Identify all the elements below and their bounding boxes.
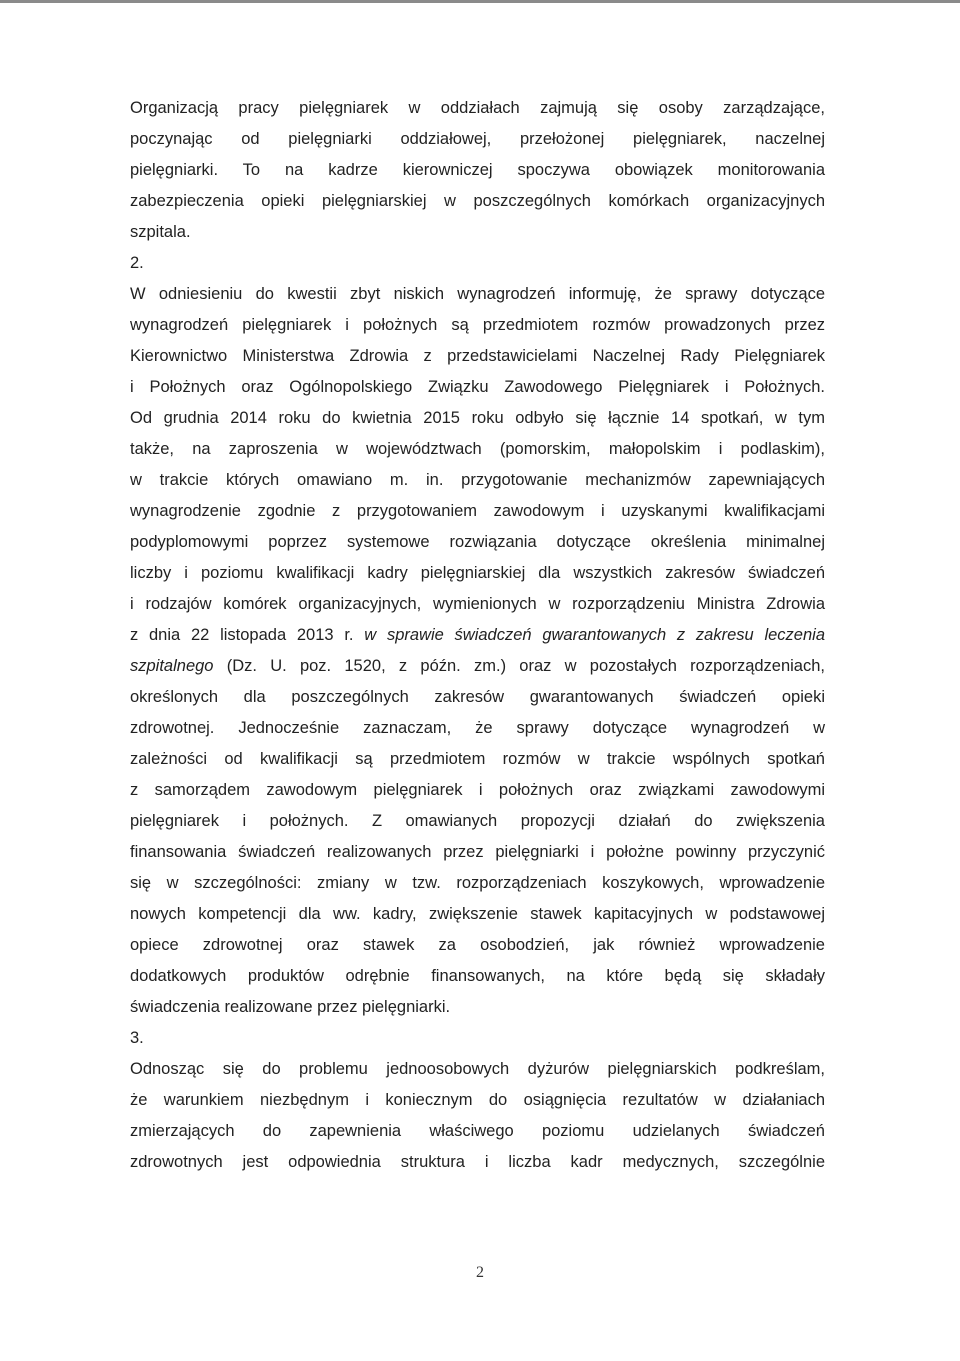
page-number: 2 [476,1264,484,1281]
text-line: także, na zaproszenia w województwach (pomorskim, małopolskim i podlaskim), [130,440,825,458]
top-border-line [0,0,960,3]
text-line-mixed [130,651,825,682]
text-line: Organizacją pracy pielęgniarek w oddziałach zajmują się osoby zarządzające, [130,99,825,117]
text-line: zabezpieczenia opieki pielęgniarskiej w poszczególnych komórkach organizacyjnych [130,192,825,210]
text-run: (Dz. U. poz. 1520, z późn. zm.) oraz w pozostałych rozporządzeniach, [213,657,825,675]
text-line: i Położnych oraz Ogólnopolskiego Związku Zawodowego Pielęgniarek i Położnych. [130,378,825,396]
paragraph-3 [130,1054,825,1178]
text-line: określonych dla poszczególnych zakresów gwarantowanych świadczeń opieki [130,688,825,706]
text-line: zmierzających do zapewnienia właściwego poziomu udzielanych świadczeń [130,1122,825,1140]
text-line: z samorządem zawodowym pielęgniarek i położnych oraz związkami zawodowymi [130,781,825,799]
text-line: liczby i poziomu kwalifikacji kadry pielęgniarskiej dla wszystkich zakresów świadczeń [130,564,825,582]
regulation-title-italic: w sprawie świadczeń gwarantowanych z zakresu leczenia [364,626,825,644]
document-body [130,93,825,1178]
paragraph-2 [130,279,825,1023]
text-line: Odnosząc się do problemu jednoosobowych dyżurów pielęgniarskich podkreślam, [130,1060,825,1078]
text-line-mixed [130,620,825,651]
text-line: w trakcie których omawiano m. in. przygotowanie mechanizmów zapewniających [130,471,825,489]
text-line: wynagrodzenie zgodnie z przygotowaniem zawodowym i uzyskanymi kwalifikacjami [130,502,825,520]
text-line: zdrowotnej. Jednocześnie zaznaczam, że sprawy dotyczące wynagrodzeń w [130,719,825,737]
text-line: pielęgniarki. To na kadrze kierowniczej spoczywa obowiązek monitorowania [130,161,825,179]
text-line: W odniesieniu do kwestii zbyt niskich wynagrodzeń informuję, że sprawy dotyczące [130,285,825,303]
text-run: z dnia 22 listopada 2013 r. [130,626,365,644]
paragraph-1 [130,93,825,248]
text-line: że warunkiem niezbędnym i koniecznym do osiągnięcia rezultatów w działaniach [130,1091,825,1109]
text-line: opiece zdrowotnej oraz stawek za osobodzień, jak również wprowadzenie [130,936,825,954]
text-line: świadczenia realizowane przez pielęgniarki. [130,998,451,1016]
text-line: Kierownictwo Ministerstwa Zdrowia z przedstawicielami Naczelnej Rady Pielęgniarek [130,347,825,365]
text-line: finansowania świadczeń realizowanych przez pielęgniarki i położne powinny przyczynić [130,843,825,861]
section-number-3: 3. [130,1029,144,1047]
text-line: podyplomowymi poprzez systemowe rozwiązania dotyczące określenia minimalnej [130,533,825,551]
section-number-2: 2. [130,254,144,272]
text-line: szpitala. [130,223,191,241]
text-line: zależności od kwalifikacji są przedmiotem rozmów w trakcie wspólnych spotkań [130,750,825,768]
text-line: i rodzajów komórek organizacyjnych, wymienionych w rozporządzeniu Ministra Zdrowia [130,595,825,613]
text-line: Od grudnia 2014 roku do kwietnia 2015 roku odbyło się łącznie 14 spotkań, w tym [130,409,825,427]
text-line: pielęgniarek i położnych. Z omawianych propozycji działań do zwiększenia [130,812,825,830]
text-line: nowych kompetencji dla ww. kadry, zwiększenie stawek kapitacyjnych w podstawowej [130,905,825,923]
text-line: dodatkowych produktów odrębnie finansowanych, na które będą się składały [130,967,825,985]
text-line: się w szczególności: zmiany w tzw. rozporządzeniach koszykowych, wprowadzenie [130,874,825,892]
text-line: poczynając od pielęgniarki oddziałowej, przełożonej pielęgniarek, naczelnej [130,130,825,148]
regulation-title-italic: szpitalnego [130,657,214,675]
text-line: zdrowotnych jest odpowiednia struktura i liczba kadr medycznych, szczególnie [130,1153,825,1171]
text-line: wynagrodzeń pielęgniarek i położnych są przedmiotem rozmów prowadzonych przez [130,316,825,334]
